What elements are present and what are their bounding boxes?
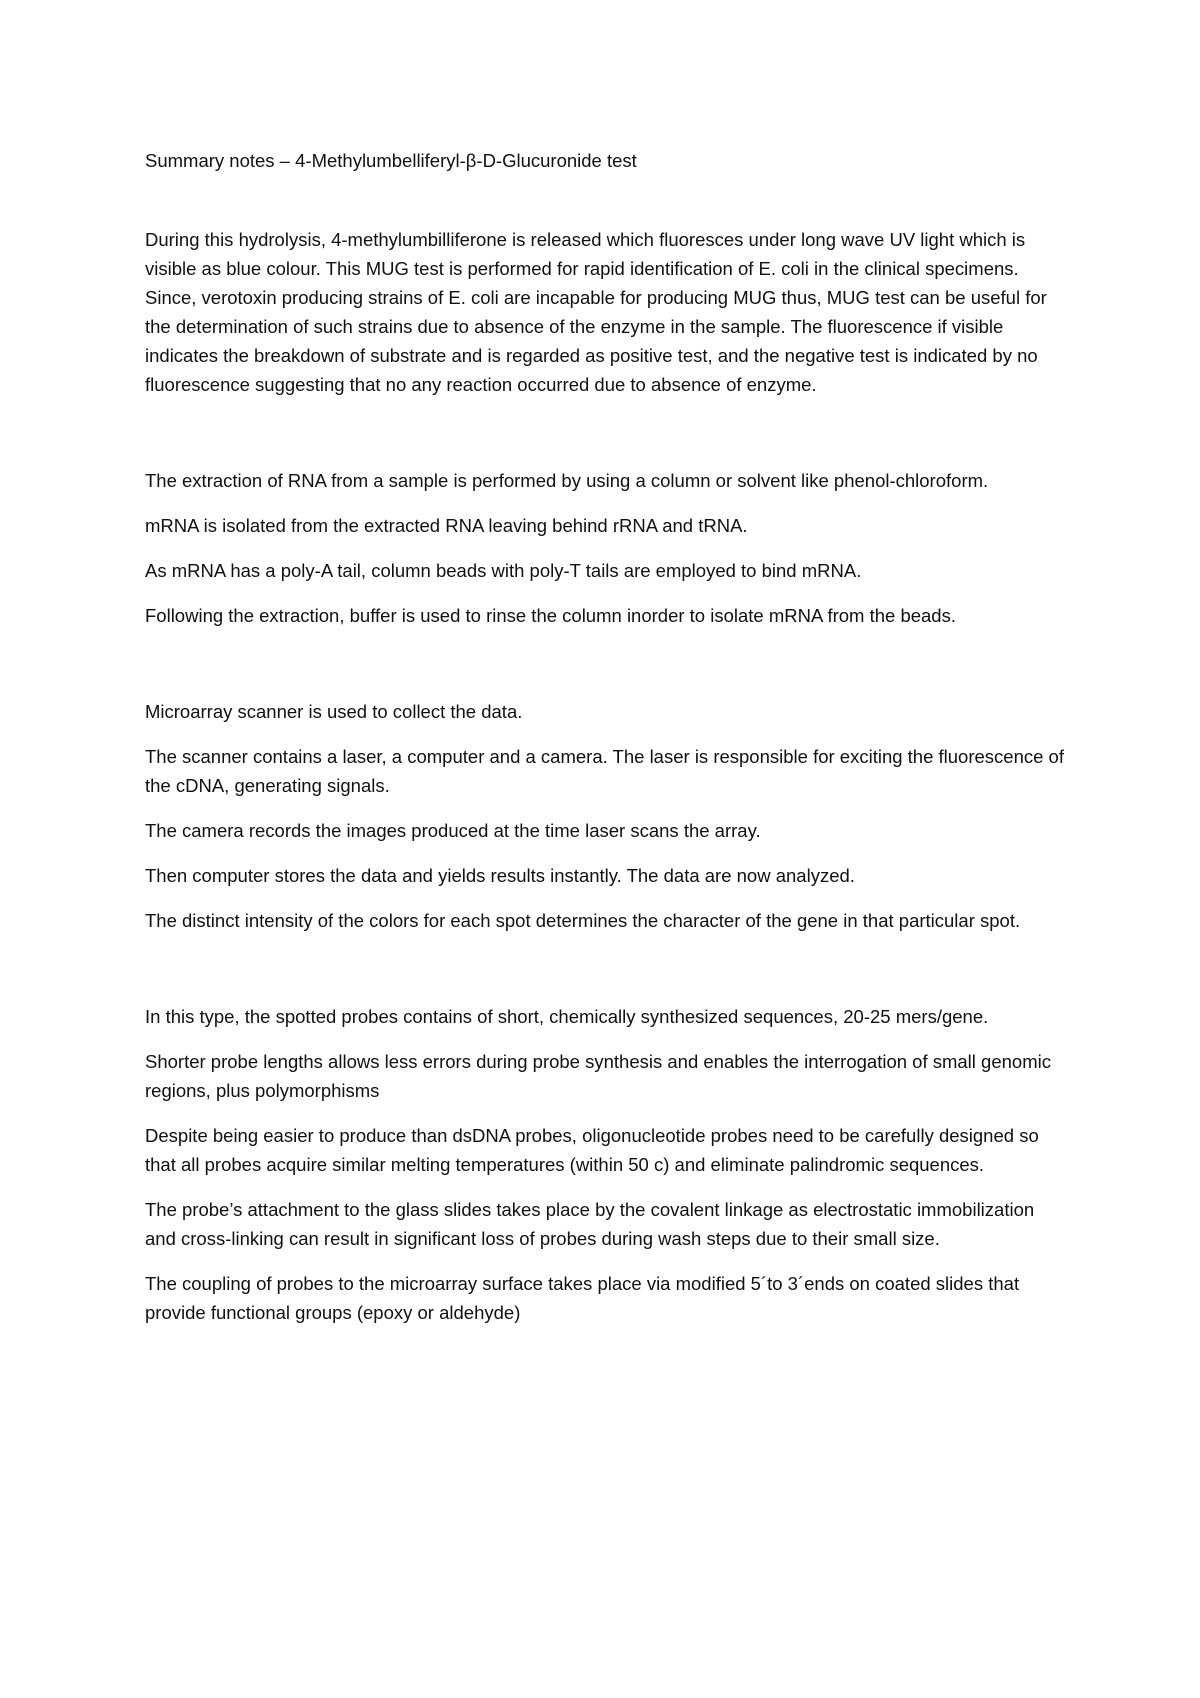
paragraph: Shorter probe lengths allows less errors during probe synthesis and enables the interrogation of small genomic regions, plus polymorphisms xyxy=(145,1051,1051,1101)
paragraph: Following the extraction, buffer is used to rinse the column inorder to isolate mRNA from the beads. xyxy=(145,605,956,626)
paragraph: Despite being easier to produce than dsDNA probes, oligonucleotide probes need to be carefully designed so that all probes acquire similar melting temperatures (within 50 c) and eliminate palindromic sequences. xyxy=(145,1125,1039,1175)
paragraph: The coupling of probes to the microarray surface takes place via modified 5´to 3´ends on coated slides that provide functional groups (epoxy or aldehyde) xyxy=(145,1273,1020,1323)
paragraph: The camera records the images produced at the time laser scans the array. xyxy=(145,820,761,841)
section-mug-test xyxy=(145,225,1070,399)
spacer xyxy=(145,935,1070,1002)
spacer xyxy=(145,399,1070,466)
paragraph: Then computer stores the data and yields results instantly. The data are now analyzed. xyxy=(145,865,855,886)
spacer xyxy=(145,630,1070,697)
paragraph: Microarray scanner is used to collect the data. xyxy=(145,701,523,722)
paragraph: mRNA is isolated from the extracted RNA leaving behind rRNA and tRNA. xyxy=(145,515,748,536)
section-oligonucleotide-probes xyxy=(145,1002,1070,1327)
document-body xyxy=(145,146,1070,1327)
section-rna-extraction xyxy=(145,466,1070,630)
paragraph: During this hydrolysis, 4-methylumbilliferone is released which fluoresces under long wave UV light which is visible as blue colour. This MUG test is performed for rapid identification of E. coli in the clinical specimens. Since, verotoxin producing strains of E. coli are incapable for producing MUG thus, MUG test can be useful for the determination of such strains due to absence of the enzyme in the sample. The fluorescence if visible indicates the breakdown of substrate and is regarded as positive test, and the negative test is indicated by no fluorescence suggesting that no any reaction occurred due to absence of enzyme. xyxy=(145,229,1047,395)
section-microarray-scanner xyxy=(145,697,1070,935)
paragraph: As mRNA has a poly-A tail, column beads with poly-T tails are employed to bind mRNA. xyxy=(145,560,862,581)
paragraph: The distinct intensity of the colors for each spot determines the character of the gene in that particular spot. xyxy=(145,910,1021,931)
paragraph: In this type, the spotted probes contains of short, chemically synthesized sequences, 20-25 mers/gene. xyxy=(145,1006,989,1027)
paragraph: The probe’s attachment to the glass slides takes place by the covalent linkage as electrostatic immobilization and cross-linking can result in significant loss of probes during wash steps due to their small size. xyxy=(145,1199,1035,1249)
paragraph: The extraction of RNA from a sample is performed by using a column or solvent like phenol-chloroform. xyxy=(145,470,989,491)
spacer xyxy=(145,175,1070,225)
paragraph: The scanner contains a laser, a computer and a camera. The laser is responsible for exciting the fluorescence of the cDNA, generating signals. xyxy=(145,746,1064,796)
document-title: Summary notes – 4-Methylumbelliferyl-β-D-Glucuronide test xyxy=(145,150,637,171)
